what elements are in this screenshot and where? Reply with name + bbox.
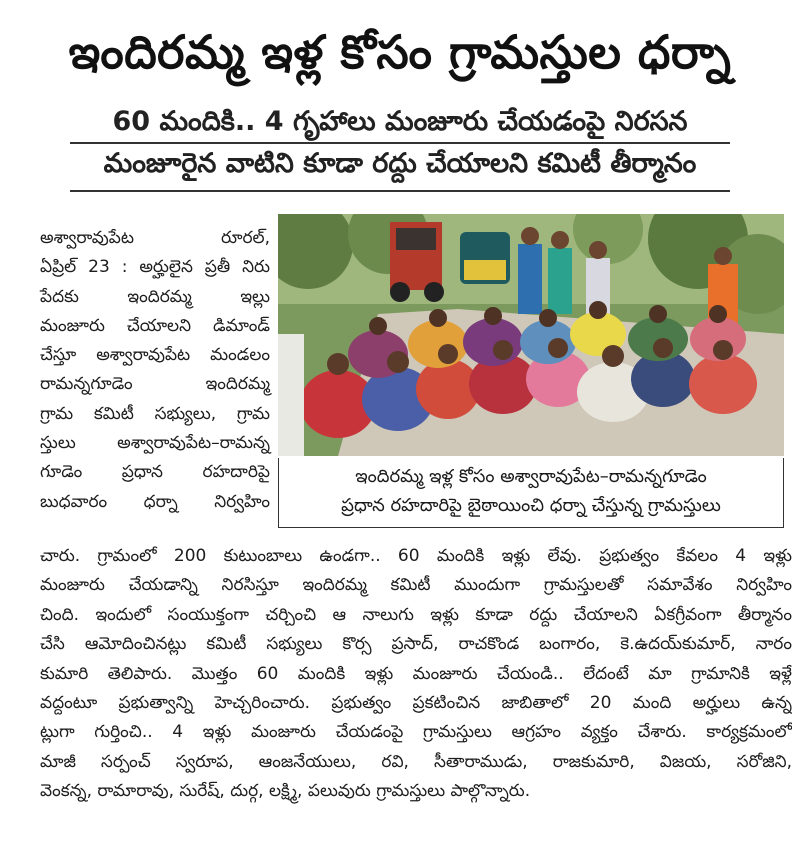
body-line: మాజీ సర్పంచ్ స్వరూప, ఆంజనేయులు, రవి, సీతారాముడు, రాజకుమారి, విజయ, సరోజిని, xyxy=(40,751,792,772)
body-line: చారు. గ్రామంలో 200 కుటుంబాలు ఉండగా.. 60 మందికి ఇళ్లు లేవు. ప్రభుత్వం కేవలం 4 ఇళ్లు xyxy=(40,546,792,566)
body-line: వద్దంటూ ప్రభుత్వాన్ని హెచ్చరించారు. ప్రభుత్వం ప్రకటించిన జాబితాలో 20 మంది అర్హులు ఉన్న xyxy=(40,693,792,714)
protest-photo xyxy=(278,214,784,456)
photo-caption xyxy=(278,458,784,528)
subheadline-underline xyxy=(70,142,730,144)
headline: ఇందిరమ్మ ఇళ్ల కోసం గ్రామస్తుల ధర్నా xyxy=(68,25,732,79)
body-line: ట్లుగా గుర్తించి.. 4 ఇళ్లు మంజూరు చేయడంపై గ్రామస్తులు ఆగ్రహం వ్యక్తం చేశారు. కార్యక్రమంలో xyxy=(40,722,792,743)
article-body xyxy=(40,542,792,807)
column-line: చేస్తూ అశ్వారావుపేట మండలం xyxy=(40,345,270,366)
column-line: గూడెం ప్రధాన రహదారిపై xyxy=(40,462,270,483)
column-line: బుధవారం ధర్నా నిర్వహిం xyxy=(40,491,270,512)
subheadline-2: మంజూరైన వాటిని కూడా రద్దు చేయాలని కమిటీ తీర్మానం xyxy=(103,148,697,179)
body-line: చేసి ఆమోదించినట్లు కమిటీ సభ్యులు కొర్స ప్రసాద్, రాచకొండ బంగారం, కె.ఉదయ్‌కుమార్, నారం xyxy=(40,634,792,655)
body-line: వెంకన్న, రామారావు, సురేష్, దుర్గ, లక్ష్మి, పలువురు గ్రామస్తులు పాల్గొన్నారు. xyxy=(40,781,531,802)
column-line: గ్రామ కమిటీ సభ్యులు, గ్రామ xyxy=(40,403,270,424)
column-line: పేదకు ఇందిరమ్మ ఇల్లు xyxy=(40,286,270,307)
photo-caption-line: ఇందిరమ్మ ఇళ్ల కోసం అశ్వారావుపేట–రామన్నగూడెం xyxy=(355,466,707,487)
body-line: మంజూరు చేయడాన్ని నిరసిస్తూ ఇందిరమ్మ కమిటీ ముందుగా గ్రామస్తులతో సమావేశం నిర్వహిం xyxy=(40,575,792,596)
lead-column xyxy=(40,224,270,517)
column-line: ఏప్రిల్ 23 : అర్హులైన ప్రతీ నిరు xyxy=(40,257,270,278)
body-line: కుమారి తెలిపారు. మొత్తం 60 మందికి ఇళ్లు మంజూరు చేయండి.. లేదంటే మా గ్రామానికి ఇళ్లే xyxy=(40,663,792,684)
subheadline-1: 60 మందికి.. 4 గృహాలు మంజూరు చేయడంపై నిరసన xyxy=(112,106,688,137)
column-line: రామన్నగూడెం ఇందిరమ్మ xyxy=(40,374,270,395)
column-line: అశ్వారావుపేట రూరల్, xyxy=(40,228,270,248)
body-line: చింది. ఇందులో సంయుక్తంగా చర్చించి ఆ నాలుగు ఇళ్లు కూడా రద్దు చేయాలని ఏకగ్రీవంగా తీర్మానం xyxy=(40,604,792,625)
column-line: మంజూరు చేయాలని డిమాండ్ xyxy=(40,315,270,336)
column-line: స్తులు అశ్వారావుపేట–రామన్న xyxy=(40,433,270,454)
subheadline-underline xyxy=(70,190,730,192)
photo-caption-line: ప్రధాన రహదారిపై బైఠాయించి ధర్నా చేస్తున్న గ్రామస్తులు xyxy=(341,495,721,516)
